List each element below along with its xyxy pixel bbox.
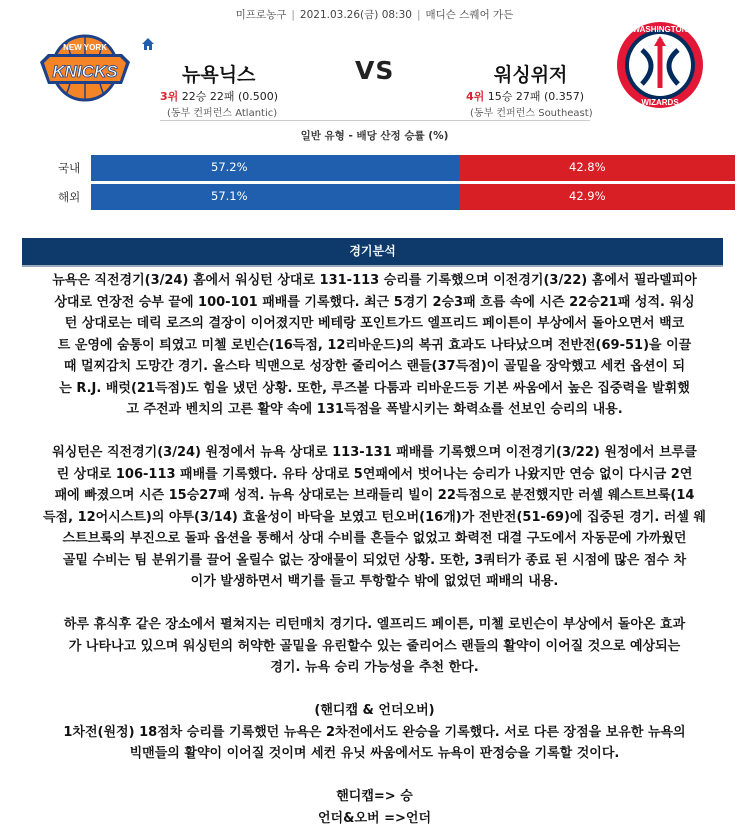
home-team-name: 뉴욕닉스	[182, 60, 255, 87]
analysis-line: 린 상대로 106-113 패배를 기록했다. 유타 상대로 5연패에서 벗어나는 승리가 나왔지만 연승 없이 다시금 2연	[8, 464, 741, 486]
probability-bar	[91, 184, 735, 210]
home-probability-bar	[91, 184, 459, 210]
analysis-line: 상대로 연장전 승부 끝에 100-101 패배를 기록했다. 최근 5경기 2승3패 흐름 속에 시즌 22승21패 성적. 워싱	[8, 292, 741, 314]
pick-handicap: 핸디캡=> 승	[8, 786, 741, 808]
home-team-conference: (동부 컨퍼런스 Atlantic)	[167, 104, 277, 119]
away-probability-value: 42.8%	[569, 160, 606, 174]
analysis-line: 고 주전과 벤치의 고른 활약 속에 131득점을 폭발시키는 화력쇼를 선보인 승리의 내용.	[8, 399, 741, 421]
probability-row-overseas	[50, 184, 689, 210]
analysis-line: 1차전(원정) 18점차 승리를 기록했던 뉴욕은 2차전에서도 완승을 기록했다. 서로 다른 장점을 보유한 뉴욕의	[8, 722, 741, 744]
probability-row-domestic	[50, 155, 689, 181]
knicks-logo-text: KNICKS	[52, 62, 118, 81]
away-team-wl: 15승 27패 (0.357)	[488, 90, 584, 103]
pick-underover: 언더&오버 =>언더	[8, 808, 741, 829]
home-probability-value: 57.1%	[211, 189, 248, 203]
wizards-logo-top-text: WASHINGTON	[633, 25, 688, 34]
analysis-line: (핸디캡 & 언더오버)	[8, 700, 741, 722]
analysis-line: 경기. 뉴욕 승리 가능성을 추천 한다.	[8, 657, 741, 679]
analysis-paragraph-summary	[8, 614, 741, 679]
home-icon[interactable]	[141, 36, 155, 50]
analysis-line: 이가 발생하면서 백기를 들고 투항할수 밖에 없었던 패배의 내용.	[8, 571, 741, 593]
home-probability-bar	[91, 155, 459, 181]
probability-bar	[91, 155, 735, 181]
analysis-line: 뉴욕은 직전경기(3/24) 홈에서 워싱턴 상대로 131-113 승리를 기록했으며 이전경기(3/22) 홈에서 필라델피아	[8, 270, 741, 292]
match-datetime: 2021.03.26(금) 08:30	[300, 9, 412, 21]
analysis-line: 빅맨들의 활약이 이어질 것이며 세컨 유닛 싸움에서도 뉴욕이 판정승을 기록할 것이다.	[8, 743, 741, 765]
away-team-rank: 4위	[466, 90, 484, 103]
analysis-title: 경기분석	[22, 238, 723, 265]
analysis-line: 때 멀찌감치 도망간 경기. 올스타 빅맨으로 성장한 줄리어스 랜들(37득점)이 골밑을 장악했고 세컨 옵션이 되	[8, 356, 741, 378]
away-team-record	[466, 88, 584, 104]
analysis-line: 득점, 12어시스트)의 야투(3/14) 효율성이 바닥을 보였고 턴오버(16개)가 전반전(51-69)에 집중된 경기. 러셀 웨	[8, 507, 741, 529]
analysis-paragraph-away	[8, 442, 741, 593]
analysis-line: 하루 휴식후 같은 장소에서 펼쳐지는 리턴매치 경기다. 엘프리드 페이튼, 미첼 로빈슨이 부상에서 돌아온 효과	[8, 614, 741, 636]
analysis-body	[8, 270, 741, 829]
analysis-banner	[22, 238, 723, 267]
knicks-logo-top-text: NEW YORK	[63, 43, 107, 52]
home-probability-value: 57.2%	[211, 160, 248, 174]
analysis-line: 는 R.J. 배럿(21득점)도 힘을 냈던 상황. 또한, 루즈볼 다툼과 리바운드등 기본 싸움에서 높은 집중력을 발휘했	[8, 378, 741, 400]
analysis-line: 트 운영에 숨통이 틔였고 미첼 로빈슨(16득점, 12리바운드)의 복귀 효과도 나타났으며 전반전(69-51)을 이끌	[8, 335, 741, 357]
home-team-record	[160, 88, 278, 104]
venue-label: 매디슨 스퀘어 가든	[426, 9, 514, 21]
wizards-logo-bottom-text: WIZARDS	[641, 98, 679, 107]
analysis-line: 스트브룩의 부진으로 돌파 옵션을 통해서 상대 수비를 흔들수 없었고 화력전 대결 구도에서 자동문에 가까웠던	[8, 528, 741, 550]
analysis-paragraph-home	[8, 270, 741, 421]
vs-label: VS	[355, 56, 394, 85]
away-team-name: 워싱위저	[494, 60, 567, 87]
header-divider	[160, 120, 590, 121]
analysis-line: 골밑 수비는 팀 분위기를 끌어 올릴수 없는 장애물이 되었던 상황. 또한, 3쿼터가 종료 된 시점에 많은 점수 차	[8, 550, 741, 572]
analysis-line: 턴 상대로는 데릭 로즈의 결장이 이어졌지만 베테랑 포인트가드 엘프리드 페이튼이 부상에서 돌아오면서 백코	[8, 313, 741, 335]
league-label: 미프로농구	[236, 9, 287, 21]
away-probability-bar	[459, 155, 735, 181]
analysis-line: 가 나타나고 있으며 워싱턴의 허약한 골밑을 유린할수 있는 줄리어스 랜들의 활약이 이어질 것으로 예상되는	[8, 636, 741, 658]
analysis-line: 워싱턴은 직전경기(3/24) 원정에서 뉴욕 상대로 113-131 패배를 기록했으며 이전경기(3/22) 원정에서 브루클	[8, 442, 741, 464]
knicks-logo	[38, 28, 132, 104]
away-team-conference: (동부 컨퍼런스 Southeast)	[470, 104, 593, 119]
home-team-wl: 22승 22패 (0.500)	[182, 90, 278, 103]
probability-title: 일반 유형 - 배당 산정 승률 (%)	[0, 128, 749, 143]
probability-row-label: 해외	[58, 189, 80, 205]
away-probability-value: 42.9%	[569, 189, 606, 203]
home-team-rank: 3위	[160, 90, 178, 103]
probability-row-label: 국내	[58, 160, 80, 176]
analysis-paragraph-handicap	[8, 700, 741, 765]
analysis-line: 패에 빠졌으며 시즌 15승27패 성적. 뉴욕 상대로는 브래들리 빌이 22득점으로 분전했지만 러셀 웨스트브룩(14	[8, 485, 741, 507]
match-meta: 미프로농구 | 2021.03.26(금) 08:30 | 매디슨 스퀘어 가든	[0, 7, 749, 22]
wizards-logo	[612, 20, 708, 110]
away-probability-bar	[459, 184, 735, 210]
